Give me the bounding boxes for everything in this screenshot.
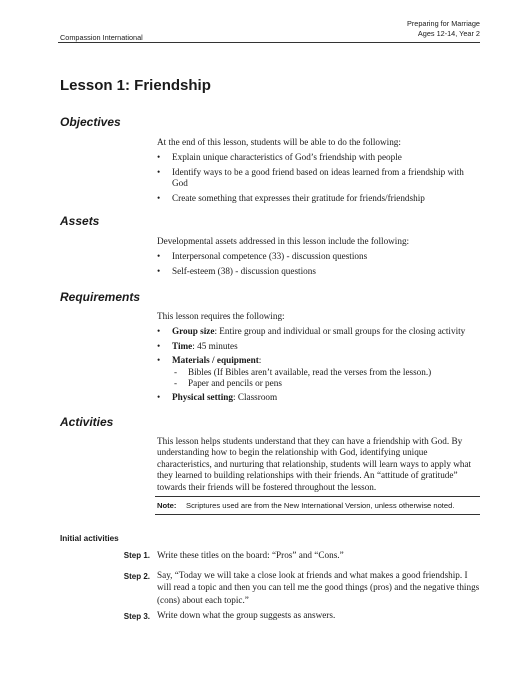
requirements-list bbox=[157, 326, 480, 403]
running-header bbox=[407, 19, 480, 38]
step-label: Step 1. bbox=[123, 551, 150, 560]
organization-name: Compassion International bbox=[60, 33, 143, 42]
group-size-label: Group size bbox=[172, 326, 215, 337]
list-item: • Identify ways to be a good friend based on ideas learned from a friendship with God bbox=[157, 167, 480, 190]
step-text: Say, “Today we will take a close look at friends and what makes a good friendship. I will read a topic and then you can tell me the good things (pros) and the negative things (cons) about each topic.” bbox=[157, 570, 480, 605]
time-value: : 45 minutes bbox=[192, 340, 238, 351]
objectives-list bbox=[157, 152, 480, 204]
list-item: • Interpersonal competence (33) - discussion questions bbox=[157, 251, 480, 262]
materials-label: Materials / equipment bbox=[172, 355, 259, 366]
note-label: Note: bbox=[157, 501, 177, 510]
assets-heading: Assets bbox=[60, 214, 100, 228]
course-meta: Ages 12-14, Year 2 bbox=[417, 28, 480, 38]
objectives-section bbox=[157, 137, 480, 207]
list-item: • Create something that expresses their gratitude for friends/friendship bbox=[157, 193, 480, 204]
step-text: Write down what the group suggests as answers. bbox=[157, 610, 336, 620]
list-item bbox=[157, 392, 480, 403]
lesson-title: Lesson 1: Friendship bbox=[60, 77, 211, 94]
requirements-intro: This lesson requires the following: bbox=[157, 311, 285, 321]
note-text: Scriptures used are from the New International Version, unless otherwise noted. bbox=[186, 501, 455, 510]
materials-colon: : bbox=[258, 355, 262, 366]
course-title: Preparing for Marriage bbox=[406, 19, 480, 28]
activities-section bbox=[157, 436, 480, 493]
group-size-value: : Entire group and individual or small groups for the closing activity bbox=[214, 326, 466, 337]
list-item bbox=[157, 326, 480, 337]
objectives-heading: Objectives bbox=[60, 115, 121, 129]
activities-heading: Activities bbox=[60, 415, 114, 429]
time-label: Time bbox=[172, 340, 193, 351]
assets-intro: Developmental assets addressed in this lesson include the following: bbox=[157, 236, 410, 246]
setting-label: Physical setting bbox=[172, 392, 233, 403]
step-text: Write these titles on the board: “Pros” and “Cons.” bbox=[157, 550, 344, 560]
requirements-heading: Requirements bbox=[60, 290, 141, 304]
list-item bbox=[157, 355, 480, 389]
note-divider-top bbox=[155, 496, 480, 497]
assets-section bbox=[157, 236, 480, 280]
step-label: Step 3. bbox=[123, 612, 150, 621]
note bbox=[157, 501, 454, 510]
header-divider bbox=[58, 42, 480, 43]
note-divider-bottom bbox=[155, 514, 480, 515]
step-label: Step 2. bbox=[123, 572, 150, 581]
activities-body: This lesson helps students understand that they can have a friendship with God. By understanding how to begin the relationship with God, identifying unique characteristics, and nurturing that relationship, students will learn ways to apply what they learned to building relationships with their friends. An “attitude of gratitude” towards their friends will be fostered throughout the lesson. bbox=[157, 436, 472, 492]
assets-list bbox=[157, 251, 480, 277]
list-item: - Bibles (If Bibles aren’t available, read the verses from the lesson.) bbox=[172, 367, 480, 378]
initial-activities-heading: Initial activities bbox=[60, 534, 119, 543]
list-item bbox=[157, 341, 480, 352]
list-item: • Self-esteem (38) - discussion questions bbox=[157, 266, 480, 277]
objectives-intro: At the end of this lesson, students will be able to do the following: bbox=[157, 137, 401, 147]
setting-value: : Classroom bbox=[233, 392, 278, 403]
materials-list bbox=[172, 367, 480, 390]
requirements-section bbox=[157, 311, 480, 407]
list-item: • Explain unique characteristics of God’s friendship with people bbox=[157, 152, 480, 163]
list-item: - Paper and pencils or pens bbox=[172, 378, 480, 389]
